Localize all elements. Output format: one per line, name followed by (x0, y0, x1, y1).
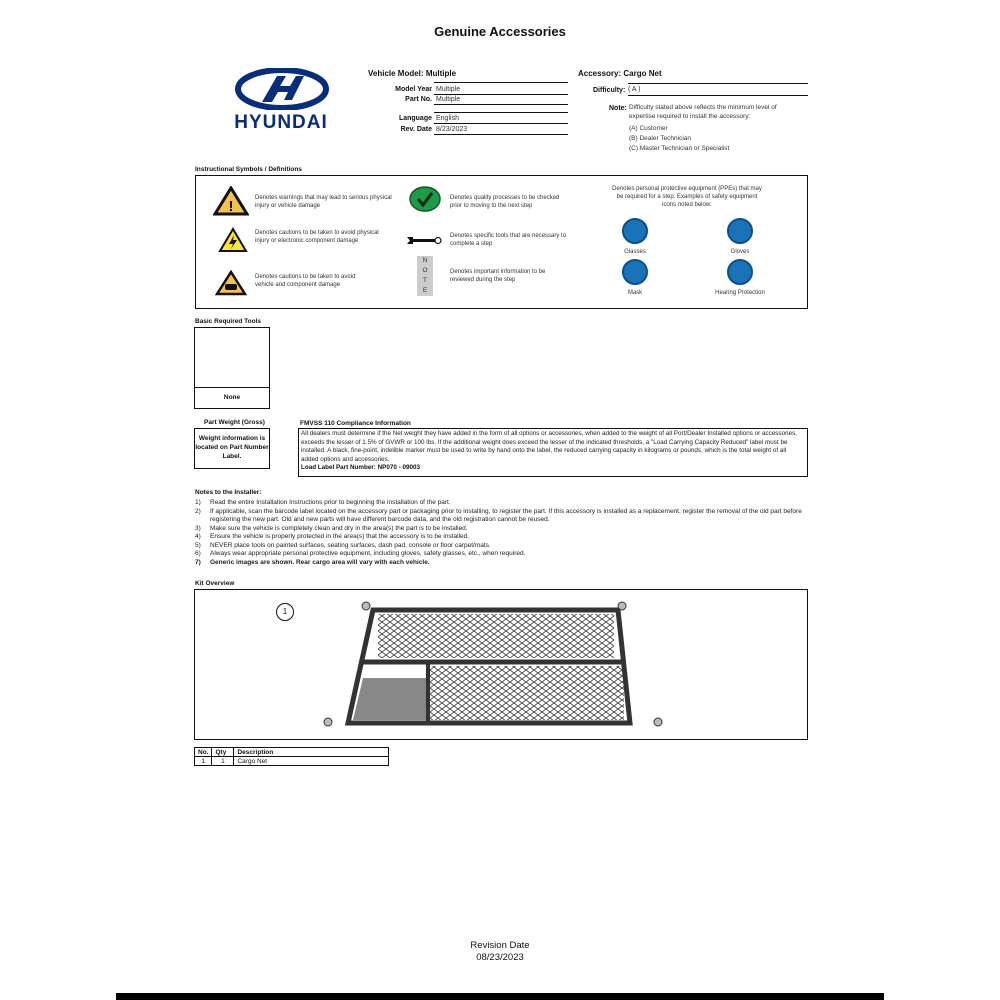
note-item (195, 508, 807, 525)
note-text: NEVER place tools on painted surfaces, seating surfaces, dash pad, console or floor carpet/mats. (210, 541, 491, 549)
vehicle-model-field (368, 69, 456, 78)
part-no-label: Part No. (405, 96, 432, 103)
mask-icon (622, 259, 648, 285)
difficulty-label: Difficulty: (593, 87, 626, 94)
note-number: 6) (195, 550, 201, 557)
tools-heading: Basic Required Tools (195, 318, 261, 325)
electric-text: Denotes cautions to be taken to avoid physical injury or electronic component damage (255, 230, 379, 244)
glasses-icon (622, 218, 648, 244)
warning-text: Denotes warnings that may lead to serious physical injury or vehicle damage (255, 195, 392, 209)
note-item (195, 525, 807, 534)
model-year-value: Multiple (436, 86, 461, 93)
note-text: Always wear appropriate personal protective equipment, including gloves, safety glasses, etc., when required. (210, 550, 526, 557)
col-description: Description (234, 748, 389, 757)
note-label: Note: (609, 105, 627, 112)
language-label: Language (398, 115, 432, 122)
glasses-label: Glasses (624, 249, 646, 255)
vehicle-caution-text: Denotes cautions to be taken to avoid vehicle and component damage (255, 274, 356, 288)
weight-text-bold: Part Number (229, 444, 269, 451)
note-number: 7) (195, 558, 201, 566)
callout-marker: 1 (276, 603, 294, 621)
kit-heading: Kit Overview (195, 580, 235, 587)
language-value: English (436, 115, 459, 122)
wrench-icon (407, 236, 443, 246)
cell-qty: 1 (212, 757, 234, 766)
part-no-value: Multiple (436, 96, 461, 103)
accessory-value: Cargo Net (623, 69, 662, 78)
cell-no: 1 (195, 757, 212, 766)
bottom-bar (116, 993, 884, 1000)
model-year-label: Model Year (395, 86, 432, 93)
ppe-text: Denotes personal protective equipment (PPEs) that may be required for a step. Examples of safety equipment icons noted below: (612, 186, 762, 208)
accessory-field (578, 69, 662, 78)
hearing-protection-label: Hearing Protection (715, 290, 765, 296)
quality-text: Denotes quality processes to be checked prior to moving to the next step (450, 195, 560, 209)
revision-date-value: 08/23/2023 (476, 952, 524, 963)
weight-text: Weight information is located on (195, 435, 266, 451)
note-item (195, 542, 807, 551)
note-text: Generic images are shown. Rear cargo area will vary with each vehicle. (210, 558, 430, 566)
weight-text-end: Label. (222, 453, 242, 460)
fmvss-box (298, 428, 808, 477)
hyundai-wordmark: HYUNDAI (234, 112, 328, 133)
notes-heading: Notes to the Installer: (195, 489, 262, 496)
note-letter: E (422, 287, 428, 294)
notes-list (195, 499, 807, 567)
note-item (195, 550, 807, 559)
rev-date-value: 8/23/2023 (436, 126, 468, 133)
vehicle-model-label: Vehicle Model: (368, 69, 424, 78)
tools-value: None (223, 394, 241, 401)
difficulty-value: ( A ) (628, 86, 641, 93)
hyundai-logo (222, 68, 340, 134)
note-number: 5) (195, 541, 201, 549)
cargo-net-image (318, 598, 668, 733)
gloves-label: Gloves (730, 249, 750, 255)
hearing-protection-icon (727, 259, 753, 285)
difficulty-levels (629, 124, 729, 154)
difficulty-note: Difficulty stated above reflects the minimum level of expertise required to install the accessory: (629, 104, 777, 120)
note-number: 1) (195, 499, 201, 506)
tools-text: Denotes specific tools that are necessary to complete a step (450, 233, 567, 247)
gloves-icon (727, 218, 753, 244)
tools-box (194, 327, 270, 409)
fmvss-heading: FMVSS 110 Compliance Information (300, 420, 411, 427)
note-letter: N (422, 257, 428, 264)
level-a: (A) Customer (629, 125, 668, 132)
rev-date-label: Rev. Date (400, 126, 432, 133)
vehicle-caution-icon (215, 270, 247, 296)
note-number: 3) (195, 524, 201, 532)
load-label-part-number: Load Label Part Number: NP070 - 09003 (301, 464, 420, 471)
mask-label: Mask (627, 290, 643, 296)
note-item (195, 499, 807, 508)
note-letter: O (422, 267, 428, 274)
parts-table-header (195, 748, 389, 757)
note-item (195, 559, 807, 568)
warning-icon (213, 186, 249, 216)
vehicle-model-value: Multiple (425, 69, 457, 78)
note-text: Ensure the vehicle is properly protected in the area(s) that the accessory is to be installed. (210, 533, 470, 540)
weight-heading: Part Weight (Gross) (204, 419, 265, 426)
note-number: 2) (195, 507, 201, 515)
quality-check-icon (409, 186, 441, 212)
note-icon (417, 256, 433, 296)
revision-date-label: Revision Date (470, 940, 530, 951)
note-letter: T (423, 277, 427, 284)
note-item (195, 533, 807, 542)
note-text: Read the entire Installation Instructions prior to beginning the installation of the part. (210, 499, 451, 506)
level-b: (B) Dealer Technician (629, 135, 692, 142)
note-text: Denotes important information to be reviewed during the step (450, 269, 546, 283)
fmvss-text: All dealers must determine if the Net weight they have added in the form of all options or accessories, when added to the weight of all Port/Dealer Installed options or accessories, exceeds the lesser of 1.5% of GVWR or 100 lbs. If the additional weight does exceed the lesser of the indicated thresholds, a "Load Carrying Capacity Reduced" label must be installed. A black, fine-point, indelible marker must be used to write by hand onto the label, the reduced carrying capacity in kilograms or pounds, which is the total weight of all added options and accessories. (301, 430, 797, 463)
page-title: Genuine Accessories (434, 24, 566, 39)
electric-hazard-icon (218, 227, 248, 253)
cell-description: Cargo Net (234, 757, 389, 766)
table-row (195, 757, 389, 766)
note-text: If applicable, scan the barcode label located on the accessory part or packaging prior to installing, to register the part. If this accessory is installed as a replacement, register the removal of the old part before registering the new part. Old and new parts will have different barcode data, and the old registration cannot be reused. (210, 507, 802, 523)
accessory-label: Accessory: (578, 69, 622, 78)
symbols-heading: Instructional Symbols / Definitions (195, 166, 302, 173)
col-qty: Qty (212, 748, 234, 757)
hyundai-emblem-icon (222, 68, 340, 110)
svg-text:!: ! (228, 198, 234, 215)
note-text: Make sure the vehicle is completely clean and dry in the area(s) the part is to be installed. (210, 524, 468, 532)
revision-footer (0, 940, 1000, 964)
parts-table (194, 747, 389, 766)
col-no: No. (195, 748, 212, 757)
note-number: 4) (195, 533, 201, 540)
level-c: (C) Master Technician or Specialist (629, 145, 730, 152)
weight-box (194, 428, 270, 469)
